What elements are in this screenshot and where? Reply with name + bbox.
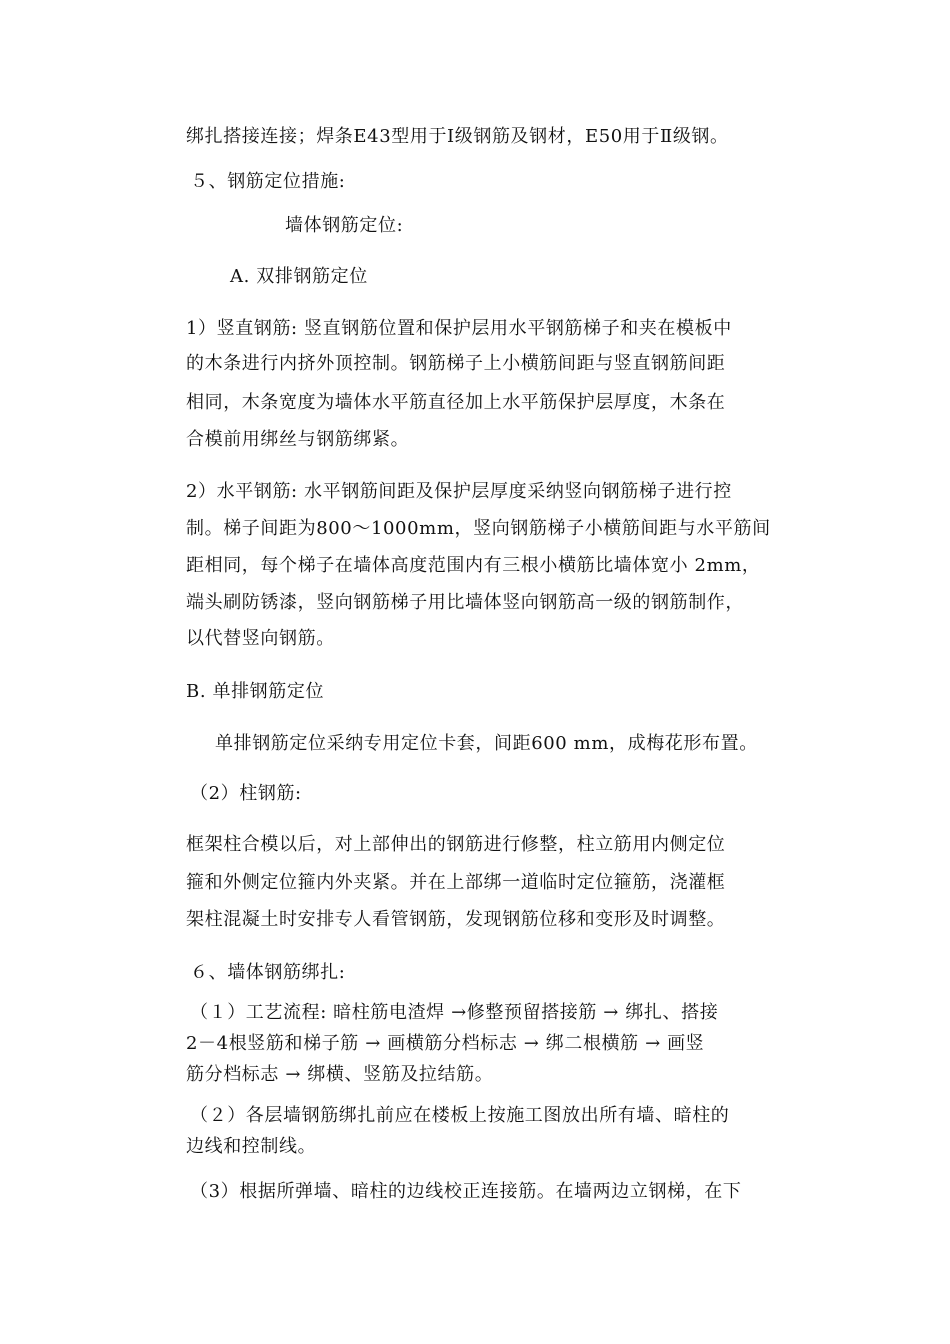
text-line-welding: 绑扎搭接连接；焊条E43型用于Ⅰ级钢筋及钢材，E50用于Ⅱ级钢。: [186, 126, 729, 147]
paragraph-vertical-line-4: 合模前用绑丝与钢筋绑紧。: [186, 429, 410, 450]
paragraph-process-line-2: 2－4根竖筋和梯子筋 → 画横筋分档标志 → 绑二根横筋 → 画竖: [186, 1033, 705, 1054]
paragraph-horizontal-line-4: 端头刷防锈漆，竖向钢筋梯子用比墙体竖向钢筋高一级的钢筋制作，: [186, 592, 744, 613]
paragraph-horizontal-line-1: 2）水平钢筋: 水平钢筋间距及保护层厚度采纳竖向钢筋梯子进行控: [186, 481, 732, 502]
subheading-double-row: A. 双排钢筋定位: [230, 266, 368, 287]
subheading-single-row: B. 单排钢筋定位: [186, 681, 325, 702]
paragraph-column-line-1: 框架柱合模以后，对上部伸出的钢筋进行修整，柱立筋用内侧定位: [186, 834, 726, 855]
paragraph-vertical-line-1: 1）竖直钢筋: 竖直钢筋位置和保护层用水平钢筋梯子和夹在模板中: [186, 318, 732, 339]
paragraph-column-line-2: 箍和外侧定位箍内外夹紧。并在上部绑一道临时定位箍筋，浇灌框: [186, 872, 726, 893]
paragraph-vertical-line-3: 相同，木条宽度为墙体水平筋直径加上水平筋保护层厚度，木条在: [186, 392, 726, 413]
paragraph-horizontal-line-5: 以代替竖向钢筋。: [186, 628, 335, 649]
paragraph-layout-line-2: 边线和控制线。: [186, 1136, 317, 1157]
paragraph-horizontal-line-2: 制。梯子间距为800～1000mm，竖向钢筋梯子小横筋间距与水平筋间: [186, 518, 771, 539]
paragraph-horizontal-line-3: 距相同，每个梯子在墙体高度范围内有三根小横筋比墙体宽小 2mm，: [186, 555, 761, 576]
paragraph-single-row: 单排钢筋定位采纳专用定位卡套，间距600 mm，成梅花形布置。: [215, 733, 758, 754]
heading-section-5: ５、钢筋定位措施:: [190, 171, 346, 192]
paragraph-process-line-1: （１）工艺流程: 暗柱筋电渣焊 →修整预留搭接筋 → 绑扎、搭接: [190, 1002, 719, 1023]
paragraph-process-line-3: 筋分档标志 → 绑横、竖筋及拉结筋。: [186, 1064, 494, 1085]
paragraph-layout-line-1: （２）各层墙钢筋绑扎前应在楼板上按施工图放出所有墙、暗柱的: [190, 1105, 730, 1126]
paragraph-vertical-line-2: 的木条进行内挤外顶控制。钢筋梯子上小横筋间距与竖直钢筋间距: [186, 353, 726, 374]
subheading-column-rebar: （2）柱钢筋:: [190, 783, 302, 804]
heading-section-6: ６、墙体钢筋绑扎:: [190, 962, 346, 983]
paragraph-correction-line-1: （3）根据所弹墙、暗柱的边线校正连接筋。在墙两边立钢梯，在下: [190, 1181, 742, 1202]
subheading-wall-positioning: 墙体钢筋定位:: [285, 215, 404, 236]
paragraph-column-line-3: 架柱混凝土时安排专人看管钢筋，发现钢筋位移和变形及时调整。: [186, 909, 726, 930]
